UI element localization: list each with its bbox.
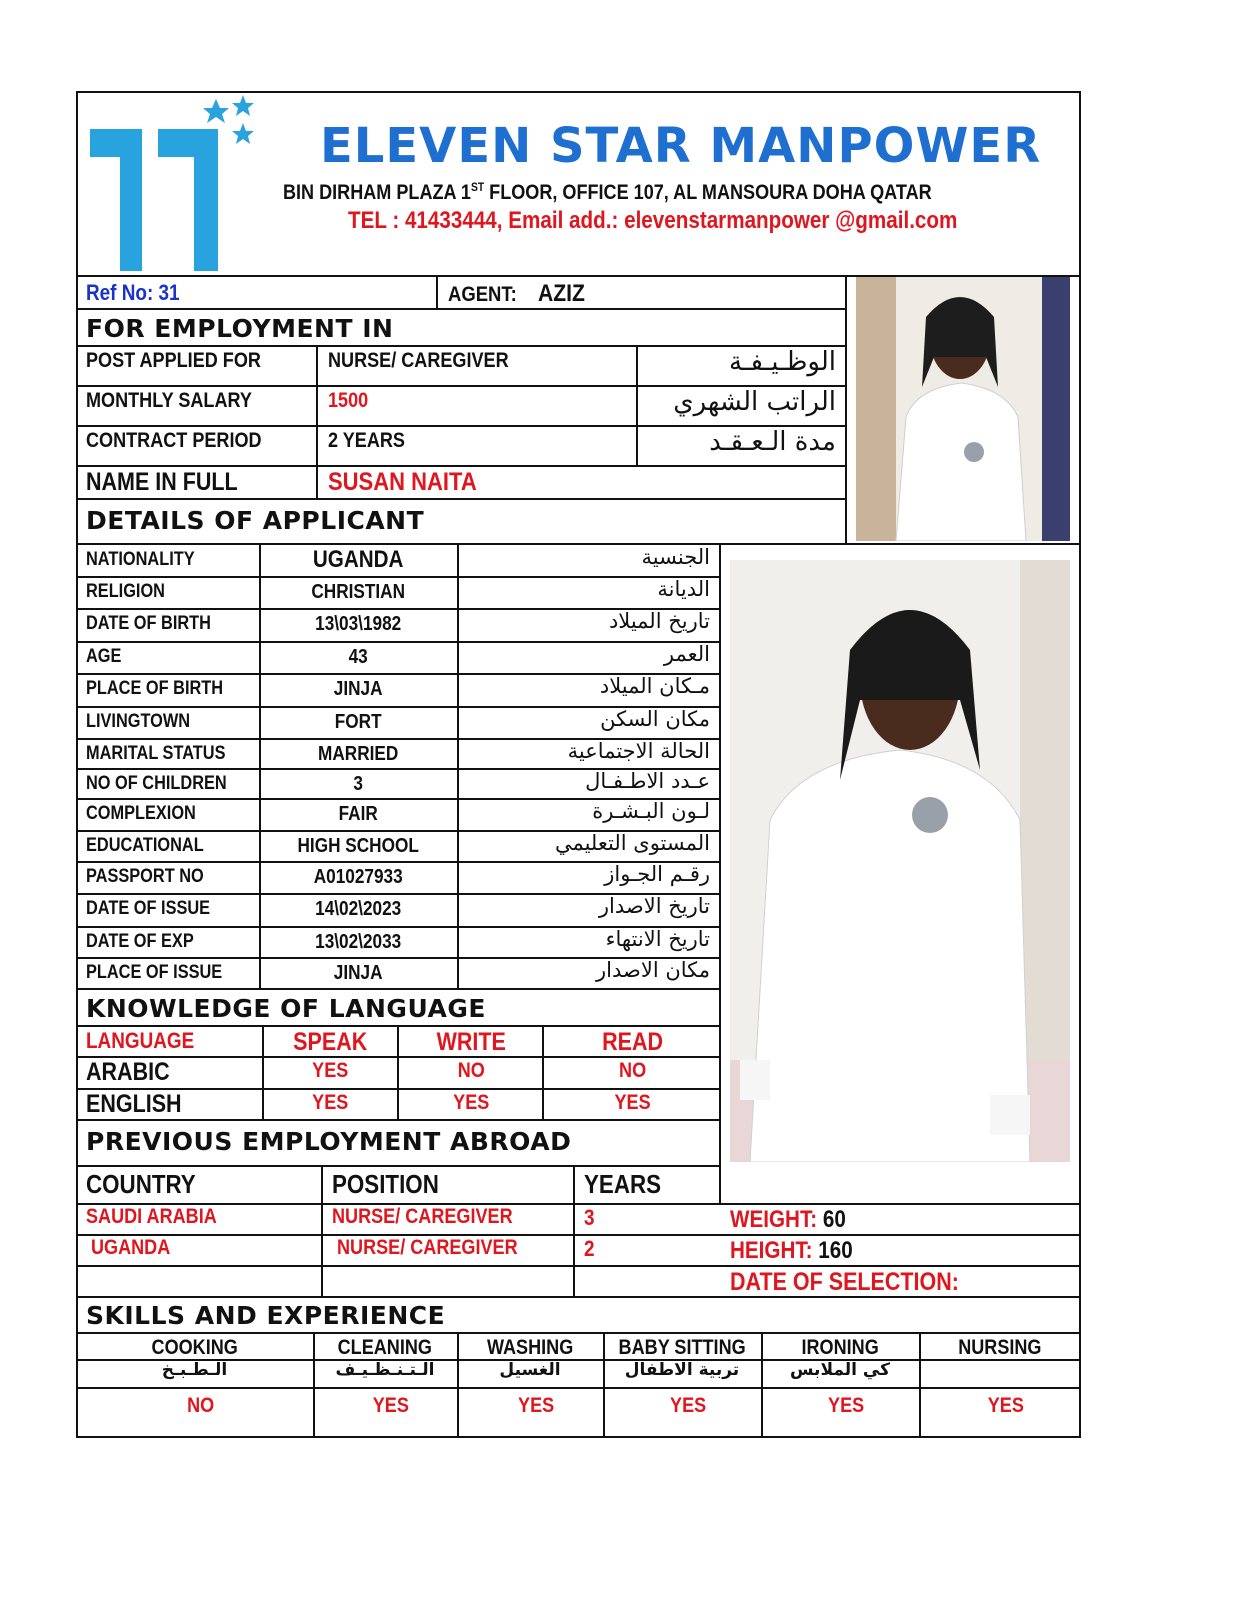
details-section-title: DETAILS OF APPLICANT [86,506,425,535]
applicant-photo-small [856,277,1070,541]
detail-value: CHRISTIAN [311,581,405,603]
employment-section-title: FOR EMPLOYMENT IN [86,314,394,343]
detail-label: DATE OF EXP [86,931,194,952]
detail-label: COMPLEXION [86,803,196,824]
skill-value: NO [187,1394,215,1417]
previous-country: UGANDA [91,1236,171,1259]
weight-field [730,1206,846,1234]
weight-label: WEIGHT: [730,1206,818,1233]
previous-header-position: POSITION [332,1169,439,1199]
employment-label: CONTRACT PERIOD [86,429,262,452]
detail-arabic-label: مكان السكن [600,707,710,731]
previous-years: 2 [584,1236,595,1261]
language-header-read: READ [602,1028,664,1056]
full-name-value: SUSAN NAITA [328,468,477,496]
employment-label: MONTHLY SALARY [86,389,252,412]
company-name: ELEVEN STAR MANPOWER [320,118,1042,174]
detail-label: AGE [86,646,122,667]
detail-value: UGANDA [312,546,404,573]
detail-label: RELIGION [86,581,165,602]
detail-label: PLACE OF ISSUE [86,962,223,983]
language-header-write: WRITE [436,1028,506,1056]
detail-value: A01027933 [313,866,403,888]
language-name: ARABIC [86,1058,170,1086]
previous-years: 3 [584,1205,595,1230]
detail-arabic-label: الحالة الاجتماعية [567,739,710,763]
detail-value: 14\02\2023 [315,898,402,920]
detail-label: EDUCATIONAL [86,835,204,856]
detail-value: JINJA [333,962,383,984]
company-contact: TEL : 41433444, Email add.: elevenstarmanpower @gmail.com [348,207,958,234]
language-speak: YES [312,1059,349,1082]
full-name-label: NAME IN FULL [86,468,238,496]
language-name: ENGLISH [86,1090,182,1118]
detail-arabic-label: تاريخ الاصدار [598,894,710,918]
detail-value: MARRIED [318,743,399,765]
skill-arabic-name: تربية الاطفال [624,1360,740,1380]
detail-value: FORT [334,711,382,733]
detail-arabic-label: الديانة [657,577,710,601]
date-of-selection-label: DATE OF SELECTION: [730,1268,959,1296]
agent-label: AGENT: [448,283,517,306]
skill-name: CLEANING [337,1336,432,1359]
detail-label: NO OF CHILDREN [86,773,227,794]
detail-value: 13\03\1982 [315,613,402,635]
skills-section-title: SKILLS AND EXPERIENCE [86,1301,446,1330]
detail-arabic-label: مكان الاصدار [596,958,710,982]
skill-name: IRONING [801,1336,879,1359]
ref-number: Ref No: 31 [86,280,180,305]
skill-value: YES [670,1394,707,1417]
height-label: HEIGHT: [730,1237,813,1264]
detail-arabic-label: عـدد الاطـفـال [585,769,710,793]
previous-header-country: COUNTRY [86,1169,196,1199]
language-section-title: KNOWLEDGE OF LANGUAGE [86,994,486,1023]
skill-name: COOKING [151,1336,238,1359]
employment-arabic-label: الوظـيـفـة [728,347,836,377]
language-read: NO [619,1059,647,1082]
detail-arabic-label: العمر [663,642,710,666]
language-write: NO [457,1059,485,1082]
skill-value: YES [518,1394,555,1417]
detail-label: PASSPORT NO [86,866,204,887]
language-write: YES [453,1091,490,1114]
skill-value: YES [987,1394,1024,1417]
detail-value: 3 [353,773,363,795]
skill-arabic-name: الغسيل [499,1360,561,1380]
skill-name: NURSING [958,1336,1042,1359]
agent-value: AZIZ [538,280,585,307]
language-header-language: LANGUAGE [86,1028,195,1053]
skill-name: WASHING [486,1336,574,1359]
detail-value: 43 [348,646,368,668]
detail-value: HIGH SCHOOL [297,835,419,857]
employment-value: 2 YEARS [328,429,405,452]
detail-label: LIVINGTOWN [86,711,191,732]
employment-arabic-label: الراتب الشهري [673,387,836,417]
detail-label: DATE OF ISSUE [86,898,211,919]
detail-arabic-label: المستوى التعليمي [554,831,710,855]
employment-arabic-label: مدة الـعـقـد [709,427,836,457]
previous-section-title: PREVIOUS EMPLOYMENT ABROAD [86,1127,572,1156]
skill-arabic-name: الـطـبـخ [161,1360,228,1380]
applicant-photo-large [730,560,1070,1162]
skill-arabic-name: كي الملابس [790,1360,890,1380]
detail-arabic-label: لـون البـشـرة [592,799,710,823]
previous-position: NURSE/ CAREGIVER [332,1205,513,1228]
employment-label: POST APPLIED FOR [86,349,261,372]
skill-arabic-name: الـتـنـظـيـف [335,1360,435,1380]
detail-label: PLACE OF BIRTH [86,678,224,699]
detail-arabic-label: مـكان الميلاد [599,674,710,698]
weight-value: 60 [822,1206,846,1233]
employment-value: 1500 [328,389,369,412]
language-header-speak: SPEAK [293,1028,368,1056]
company-address: BIN DIRHAM PLAZA 1ST FLOOR, OFFICE 107, AL MANSOURA DOHA QATAR [283,180,932,204]
company-logo [86,95,262,271]
detail-label: NATIONALITY [86,549,195,570]
detail-arabic-label: الجنسية [641,545,710,569]
detail-value: FAIR [338,803,378,825]
employment-value: NURSE/ CAREGIVER [328,349,509,372]
skill-name: BABY SITTING [618,1336,746,1359]
detail-value: JINJA [333,678,383,700]
skill-value: YES [372,1394,409,1417]
previous-position: NURSE/ CAREGIVER [337,1236,518,1259]
previous-header-years: YEARS [584,1169,662,1199]
detail-arabic-label: رقـم الجـواز [604,862,710,886]
detail-arabic-label: تاريخ الانتهاء [605,927,710,951]
height-field [730,1237,853,1265]
detail-arabic-label: تاريخ الميلاد [608,609,710,633]
height-value: 160 [818,1237,853,1264]
detail-label: DATE OF BIRTH [86,613,211,634]
detail-value: 13\02\2033 [315,931,402,953]
detail-label: MARITAL STATUS [86,743,226,764]
skill-value: YES [828,1394,865,1417]
previous-country: SAUDI ARABIA [86,1205,217,1228]
language-read: YES [614,1091,651,1114]
language-speak: YES [312,1091,349,1114]
